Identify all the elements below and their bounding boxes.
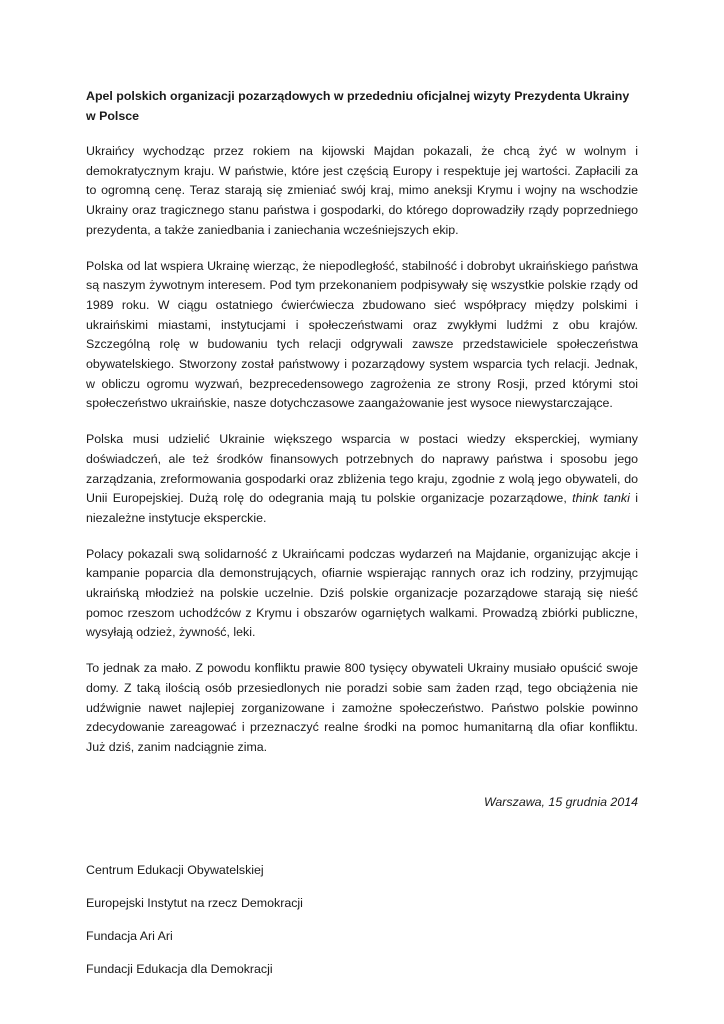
paragraph-3-text: Polska musi udzielić Ukrainie większego wsparcia w postaci wiedzy eksperckiej, wymiany doświadczeń, ale też środków finansowych potrzebnych do naprawy państwa i sposobu jego zarządzania, zreformowania gospodarki oraz zbliżenia tego kraju, zgodnie z wolą jego obywateli, do Unii Europejskiej. Dużą rolę do odegrania mają tu polskie organizacje pozarządowe, bbox=[86, 432, 638, 506]
date-line: Warszawa, 15 grudnia 2014 bbox=[483, 794, 638, 809]
paragraph-3-italic: think tanki bbox=[572, 491, 630, 506]
paragraph-5: To jednak za mało. Z powodu konfliktu prawie 800 tysięcy obywateli Ukrainy musiało opuścić swoje domy. Z taką ilością osób przesiedlonych nie poradzi sobie sam żaden rząd, tego obciążenia nie udźwignie nawet najlepiej zorganizowane i zamożne społeczeństwo. Państwo polskie powinno zdecydowanie zareagować i przeznaczyć realne środki na pomoc humanitarną dla ofiar konfliktu. Już dziś, zanim nadciągnie zima. bbox=[86, 661, 638, 754]
signatory-3: Fundacja Ari Ari bbox=[86, 928, 173, 943]
paragraph-2: Polska od lat wspiera Ukrainę wierząc, że niepodległość, stabilność i dobrobyt ukraińskiego państwa są naszym żywotnym interesem. Pod tym przekonaniem podpisywały się wszystkie polskie rządy od 1989 roku. W ciągu ostatniego ćwierćwiecza zbudowano sieć współpracy między polskimi i ukraińskimi miastami, instytucjami i społeczeństwami oraz zwykłymi ludźmi z obu krajów. Szczególną rolę w budowaniu tych relacji odgrywali zawsze przedstawiciele społeczeństwa obywatelskiego. Stworzony został państwowy i pozarządowy system wsparcia tych relacji. Jednak, w obliczu ogromu wyzwań, bezprecedensowego zagrożenia ze strony Rosji, przed którymi stoi społeczeństwo ukraińskie, nasze dotychczasowe zaangażowanie jest wysoce niewystarczające. bbox=[86, 258, 638, 411]
paragraph-3 bbox=[86, 430, 638, 529]
signatory-4: Fundacji Edukacja dla Demokracji bbox=[86, 961, 273, 976]
paragraph-4: Polacy pokazali swą solidarność z Ukraińcami podczas wydarzeń na Majdanie, organizując akcje i kampanie poparcia dla demonstrujących, ofiarnie wspierając rannych oraz ich rodziny, przyjmując ukraińską młodzież na polskie uczelnie. Dziś polskie organizacje pozarządowe starają się nieść pomoc rzeszom uchodźców z Krymu i obszarów ogarniętych walkami. Prowadzą zbiórki publiczne, wysyłają odzież, żywność, leki. bbox=[86, 546, 638, 640]
document-title: Apel polskich organizacji pozarządowych w przededniu oficjalnej wizyty Prezydenta Ukrainy w Polsce bbox=[86, 89, 630, 123]
signatory-1: Centrum Edukacji Obywatelskiej bbox=[86, 862, 264, 877]
paragraph-1: Ukraińcy wychodząc przez rokiem na kijowski Majdan pokazali, że chcą żyć w wolnym i demokratycznym kraju. W państwie, które jest częścią Europy i respektuje jej wartości. Zapłacili za to ogromną cenę. Teraz starają się zmieniać swój kraj, mimo aneksji Krymu i wojny na wschodzie Ukrainy oraz tragicznego stanu państwa i gospodarki, do którego doprowadziły rządy poprzedniego prezydenta, a także zaniedbania i zaniechania wcześniejszych ekip. bbox=[86, 144, 638, 237]
signatory-2: Europejski Instytut na rzecz Demokracji bbox=[86, 895, 303, 910]
paragraph-3-text-end: i niezależne instytucje eksperckie. bbox=[86, 491, 638, 525]
